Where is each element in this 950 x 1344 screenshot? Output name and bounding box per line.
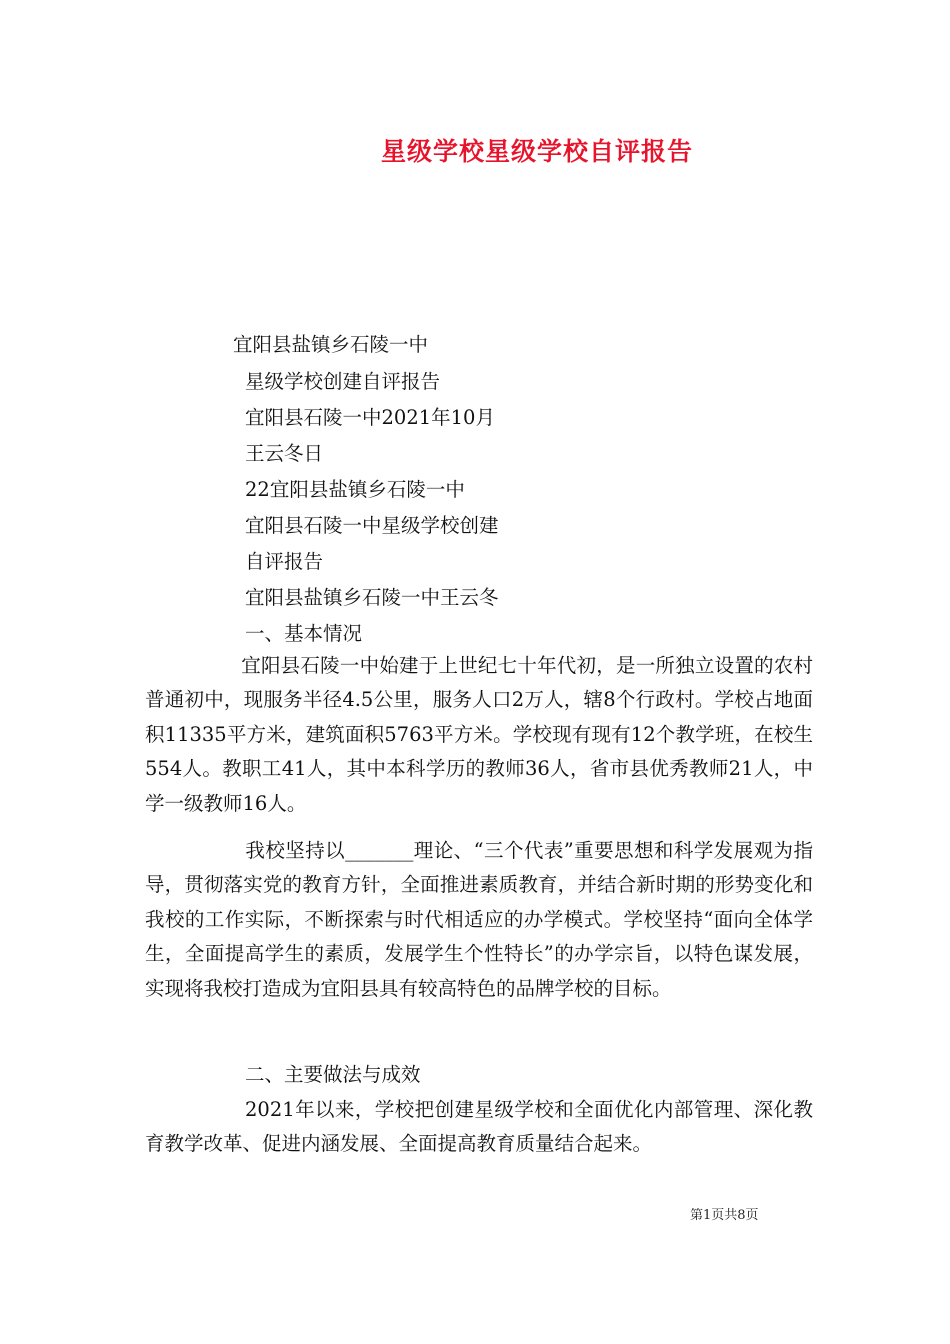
header-line-author-date: 王云冬日 [245,442,324,465]
document-title: 星级学校星级学校自评报告 [380,137,693,166]
section-heading-2: 二、主要做法与成效 [245,1063,421,1086]
header-line-report: 星级学校创建自评报告 [245,370,441,393]
paragraph-basic-info-text: 宜阳县石陵一中始建于上世纪七十年代初，是一所独立设置的农村普通初中，现服务半径4.5公里，服务人口2万人，辖8个行政村。学校占地面积11335平方米，建筑面积5763平方米。学校现有现有12个教学班，在校生554人。教职工41人，其中本科学历的教师36人，省市县优秀教师21人，中学一级教师16人。 [145,654,813,815]
page-footer: 第1页共8页 [690,1208,759,1223]
header-line-school-2: 22宜阳县盐镇乡石陵一中 [245,478,465,501]
paragraph-practice [145,1093,813,1162]
header-line-report-title: 宜阳县石陵一中星级学校创建 [245,514,499,537]
header-line-date: 宜阳县石陵一中2021年10月 [245,406,495,429]
paragraph-basic-info [145,649,813,821]
paragraph-practice-text: 2021年以来，学校把创建星级学校和全面优化内部管理、深化教育教学改革、促进内涵发展、全面提高教育质量结合起来。 [145,1098,813,1156]
section-heading-1: 一、基本情况 [245,622,363,645]
header-line-report-title-2: 自评报告 [245,550,324,573]
header-line-author: 宜阳县盐镇乡石陵一中王云冬 [245,586,499,609]
paragraph-philosophy-text: 我校坚持以_______理论、“三个代表”重要思想和科学发展观为指导，贯彻落实党的教育方针，全面推进素质教育，并结合新时期的形势变化和我校的工作实际，不断探索与时代相适应的办学模式。学校坚持“面向全体学生，全面提高学生的素质，发展学生个性特长”的办学宗旨，以特色谋发展，实现将我校打造成为宜阳县具有较高特色的品牌学校的目标。 [145,839,813,1000]
paragraph-philosophy [145,834,813,1006]
header-line-school: 宜阳县盐镇乡石陵一中 [233,333,429,356]
